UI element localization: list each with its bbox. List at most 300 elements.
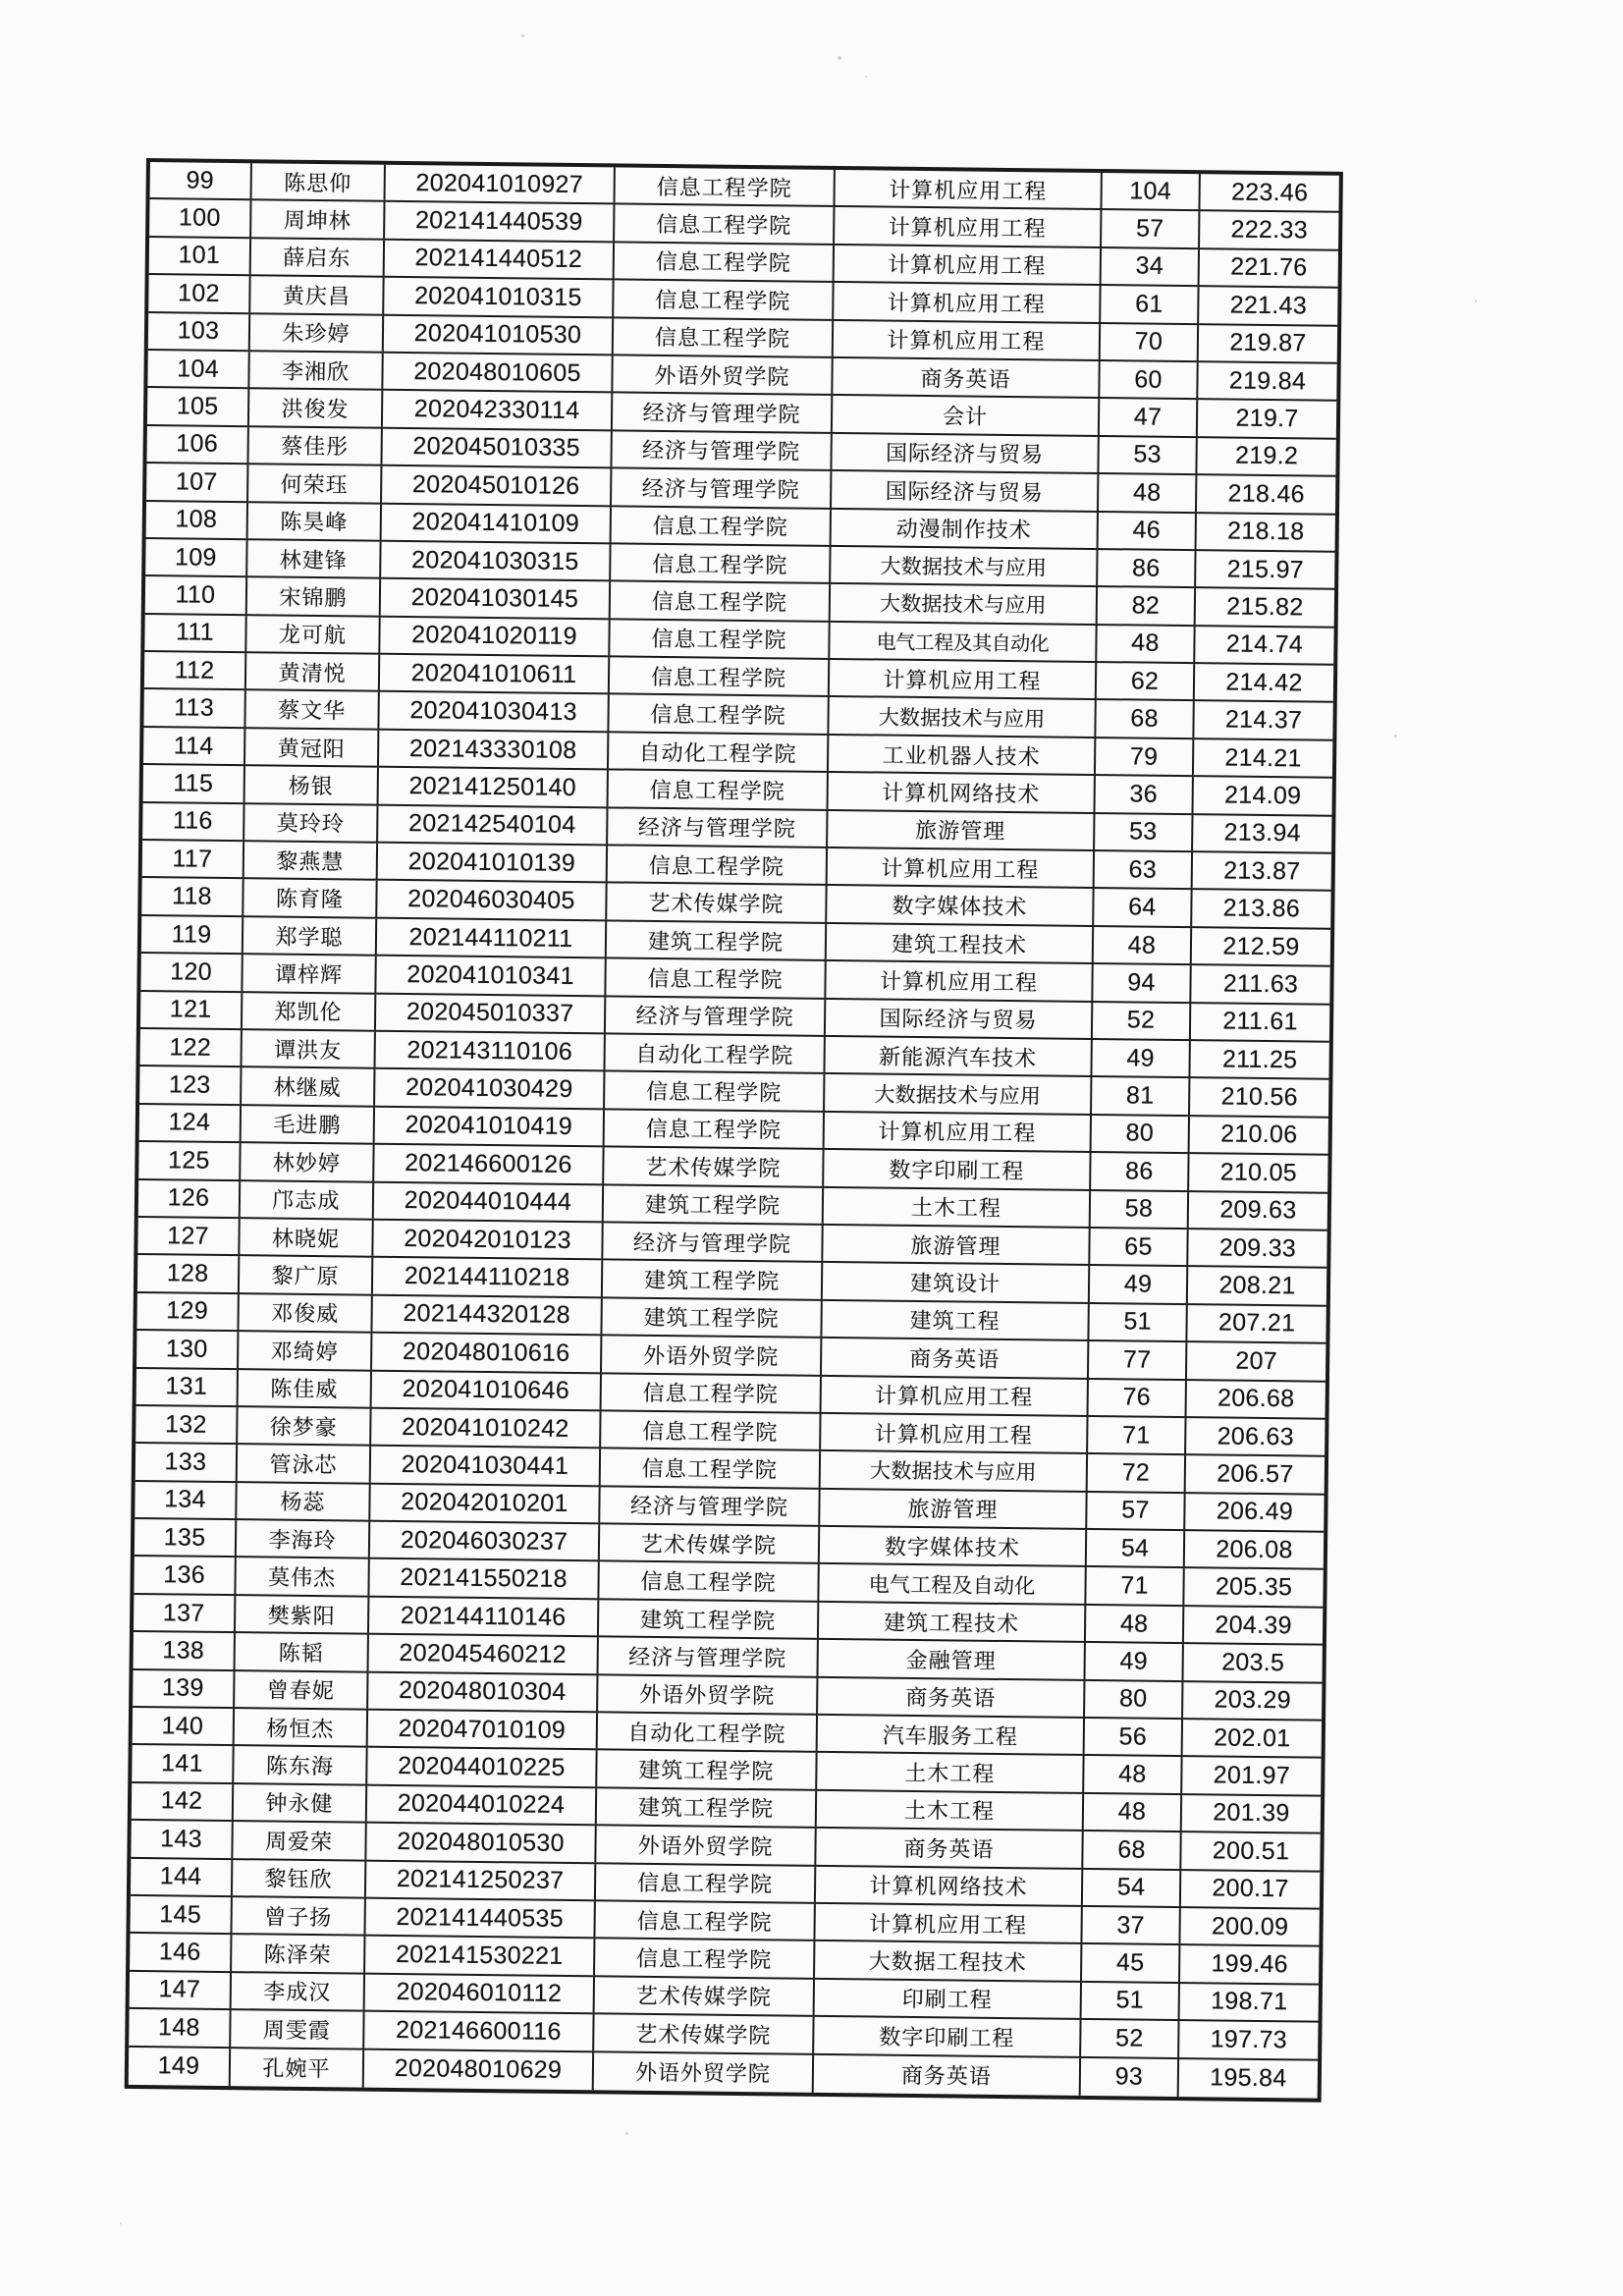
cell-major: 计算机应用工程 bbox=[834, 321, 1101, 359]
cell-college: 信息工程学院 bbox=[610, 657, 830, 695]
cell-rank: 146 bbox=[130, 1934, 232, 1971]
cell-score: 219.7 bbox=[1235, 404, 1299, 433]
cell-college: 艺术传媒学院 bbox=[595, 1977, 815, 2015]
cell-count: 51 bbox=[1089, 1304, 1187, 1341]
cell-score: 219.87 bbox=[1229, 328, 1307, 357]
cell-count: 71 bbox=[1086, 1567, 1184, 1605]
cell-major: 数字印刷工程 bbox=[814, 2017, 1081, 2055]
cell-college: 信息工程学院 bbox=[611, 544, 831, 582]
cell-rank: 124 bbox=[139, 1105, 242, 1142]
cell-name: 蔡文华 bbox=[245, 691, 379, 729]
cell-score: 214.74 bbox=[1225, 629, 1304, 659]
cell-count: 62 bbox=[1097, 663, 1195, 700]
cell-name: 徐梦豪 bbox=[238, 1407, 371, 1445]
cell-name: 陈思仰 bbox=[252, 163, 386, 200]
cell-count: 51 bbox=[1082, 1983, 1180, 2020]
cell-name: 陈佳威 bbox=[239, 1370, 372, 1407]
cell-score: 210.56 bbox=[1220, 1082, 1299, 1112]
cell-rank: 120 bbox=[140, 954, 243, 991]
cell-name: 陈昊峰 bbox=[248, 503, 382, 540]
cell-college: 经济与管理学院 bbox=[600, 1487, 820, 1525]
cell-major: 计算机网络技术 bbox=[816, 1866, 1083, 1904]
cell-score: 214.09 bbox=[1223, 781, 1302, 810]
cell-student-id: 202048010605 bbox=[383, 354, 613, 392]
scan-speck bbox=[120, 2222, 122, 2224]
cell-count: 48 bbox=[1097, 626, 1195, 663]
cell-score: 207.21 bbox=[1217, 1308, 1296, 1338]
cell-count: 82 bbox=[1098, 587, 1196, 625]
cell-student-id: 202041020119 bbox=[380, 617, 610, 655]
cell-name: 邓俊威 bbox=[239, 1294, 372, 1332]
cell-student-id: 202041010927 bbox=[386, 165, 616, 203]
cell-rank: 148 bbox=[129, 2009, 231, 2047]
cell-student-id: 202045010126 bbox=[382, 466, 612, 505]
cell-college: 经济与管理学院 bbox=[612, 469, 832, 508]
cell-score: 218.18 bbox=[1226, 517, 1305, 546]
cell-student-id: 202046030237 bbox=[370, 1522, 600, 1560]
cell-name: 薛启东 bbox=[251, 239, 385, 276]
cell-rank: 142 bbox=[132, 1783, 234, 1821]
cell-score: 198.71 bbox=[1210, 1987, 1288, 2016]
cell-major: 计算机应用工程 bbox=[821, 1414, 1088, 1452]
cell-major: 计算机应用工程 bbox=[815, 1904, 1082, 1942]
cell-name: 黄冠阳 bbox=[245, 729, 379, 766]
cell-name: 莫伟杰 bbox=[236, 1558, 369, 1596]
cell-score: 203.29 bbox=[1214, 1685, 1292, 1715]
cell-student-id: 202041410109 bbox=[382, 504, 612, 542]
cell-student-id: 202041030315 bbox=[381, 542, 611, 580]
cell-student-id: 202143110106 bbox=[376, 1032, 606, 1070]
cell-student-id: 202141440512 bbox=[385, 241, 615, 279]
cell-college: 外语外贸学院 bbox=[596, 1827, 816, 1865]
cell-student-id: 202141530221 bbox=[365, 1937, 595, 1975]
cell-score: 213.86 bbox=[1222, 894, 1301, 923]
scan-speck bbox=[1475, 300, 1477, 302]
cell-rank: 145 bbox=[131, 1896, 233, 1934]
cell-score: 205.35 bbox=[1215, 1572, 1293, 1602]
cell-score: 221.76 bbox=[1230, 253, 1308, 282]
cell-college: 信息工程学院 bbox=[599, 1562, 819, 1601]
cell-count: 48 bbox=[1084, 1756, 1182, 1793]
cell-college: 建筑工程学院 bbox=[603, 1261, 823, 1299]
cell-student-id: 202044010224 bbox=[367, 1785, 597, 1824]
cell-major: 建筑工程技术 bbox=[819, 1603, 1086, 1641]
cell-major: 大数据工程技术 bbox=[815, 1941, 1082, 1980]
cell-score: 206.08 bbox=[1216, 1535, 1293, 1564]
cell-count: 68 bbox=[1096, 700, 1194, 738]
cell-count: 48 bbox=[1086, 1606, 1184, 1643]
cell-major: 电气工程及其自动化 bbox=[830, 623, 1097, 661]
cell-name: 郑凯伦 bbox=[243, 993, 376, 1030]
cell-name: 周爱荣 bbox=[233, 1822, 366, 1859]
cell-rank: 136 bbox=[134, 1557, 236, 1594]
cell-student-id: 202048010616 bbox=[372, 1334, 602, 1372]
cell-major: 金融管理 bbox=[819, 1640, 1086, 1678]
cell-major: 建筑工程技术 bbox=[827, 924, 1094, 962]
cell-rank: 121 bbox=[140, 992, 243, 1029]
cell-student-id: 202041010315 bbox=[384, 278, 614, 316]
cell-rank: 115 bbox=[143, 765, 245, 802]
cell-count: 46 bbox=[1099, 513, 1197, 550]
cell-count: 37 bbox=[1082, 1907, 1180, 1944]
cell-student-id: 202146600126 bbox=[374, 1145, 604, 1183]
cell-score: 214.21 bbox=[1224, 743, 1302, 772]
cell-score: 200.17 bbox=[1212, 1874, 1289, 1903]
cell-student-id: 202041010341 bbox=[376, 957, 606, 995]
cell-rank: 117 bbox=[142, 841, 244, 878]
cell-name: 陈东海 bbox=[234, 1747, 367, 1784]
cell-rank: 119 bbox=[141, 916, 243, 954]
cell-student-id: 202144320128 bbox=[372, 1295, 602, 1334]
cell-name: 蔡佳彤 bbox=[248, 427, 382, 465]
cell-major: 计算机应用工程 bbox=[828, 848, 1095, 887]
cell-name: 钟永健 bbox=[234, 1784, 367, 1822]
cell-name: 樊紫阳 bbox=[236, 1596, 369, 1633]
cell-name: 邝志成 bbox=[241, 1181, 374, 1219]
cell-count: 53 bbox=[1099, 437, 1197, 474]
cell-score: 208.21 bbox=[1218, 1271, 1296, 1300]
cell-college: 建筑工程学院 bbox=[597, 1788, 817, 1827]
cell-college: 经济与管理学院 bbox=[599, 1638, 819, 1676]
cell-count: 79 bbox=[1096, 738, 1194, 776]
cell-score: 206.68 bbox=[1217, 1384, 1295, 1413]
cell-name: 龙可航 bbox=[246, 616, 380, 653]
cell-major: 计算机应用工程 bbox=[826, 961, 1093, 1000]
cell-rank: 126 bbox=[138, 1180, 241, 1218]
cell-rank: 140 bbox=[133, 1708, 235, 1745]
cell-college: 经济与管理学院 bbox=[613, 394, 833, 432]
cell-college: 信息工程学院 bbox=[596, 1864, 816, 1902]
cell-major: 国际经济与贸易 bbox=[826, 1000, 1093, 1038]
cell-score: 206.63 bbox=[1217, 1422, 1295, 1450]
cell-college: 外语外贸学院 bbox=[602, 1336, 822, 1374]
cell-major: 旅游管理 bbox=[828, 811, 1095, 849]
cell-student-id: 202041010611 bbox=[380, 655, 610, 693]
cell-student-id: 202041030145 bbox=[381, 579, 611, 618]
cell-rank: 144 bbox=[131, 1859, 233, 1896]
cell-count: 49 bbox=[1085, 1643, 1183, 1680]
cell-name: 宋锦鹏 bbox=[247, 577, 381, 615]
cell-major: 土木工程 bbox=[824, 1187, 1091, 1226]
cell-rank: 132 bbox=[135, 1406, 238, 1444]
cell-college: 艺术传媒学院 bbox=[607, 884, 827, 922]
cell-rank: 129 bbox=[136, 1293, 239, 1331]
cell-rank: 133 bbox=[135, 1444, 238, 1481]
cell-college: 信息工程学院 bbox=[609, 695, 829, 734]
cell-name: 黎燕慧 bbox=[244, 842, 378, 879]
cell-student-id: 202042010123 bbox=[373, 1221, 603, 1259]
cell-count: 81 bbox=[1092, 1077, 1190, 1115]
cell-major: 商务英语 bbox=[816, 1829, 1083, 1867]
cell-major: 印刷工程 bbox=[815, 1980, 1082, 2018]
cell-student-id: 202144110218 bbox=[373, 1258, 603, 1296]
cell-student-id: 202144110146 bbox=[369, 1598, 599, 1636]
cell-score: 211.61 bbox=[1222, 1007, 1298, 1036]
cell-college: 自动化工程学院 bbox=[609, 733, 829, 771]
cell-student-id: 202141550218 bbox=[369, 1559, 599, 1598]
cell-rank: 112 bbox=[144, 652, 246, 689]
cell-count: 47 bbox=[1100, 399, 1198, 436]
cell-score: 221.43 bbox=[1229, 291, 1308, 320]
cell-rank: 101 bbox=[149, 238, 251, 275]
cell-count: 71 bbox=[1088, 1417, 1186, 1454]
cell-major: 土木工程 bbox=[817, 1753, 1084, 1791]
cell-rank: 104 bbox=[147, 351, 249, 388]
cell-count: 56 bbox=[1085, 1719, 1183, 1756]
cell-major: 国际经济与贸易 bbox=[832, 471, 1099, 510]
cell-college: 信息工程学院 bbox=[601, 1411, 821, 1449]
cell-count: 60 bbox=[1100, 361, 1198, 399]
cell-name: 谭洪友 bbox=[243, 1030, 376, 1067]
cell-score: 222.33 bbox=[1230, 215, 1309, 245]
cell-count: 48 bbox=[1084, 1794, 1182, 1831]
cell-rank: 128 bbox=[137, 1255, 240, 1292]
cell-name: 曾春妮 bbox=[235, 1671, 368, 1709]
cell-major: 旅游管理 bbox=[823, 1226, 1090, 1264]
cell-college: 建筑工程学院 bbox=[607, 921, 827, 959]
cell-student-id: 202048010629 bbox=[364, 2050, 594, 2090]
cell-rank: 149 bbox=[129, 2047, 231, 2086]
cell-major: 计算机应用工程 bbox=[822, 1376, 1089, 1414]
cell-major: 商务英语 bbox=[814, 2054, 1081, 2095]
cell-name: 李海玲 bbox=[237, 1520, 370, 1558]
cell-major: 商务英语 bbox=[822, 1339, 1089, 1377]
cell-score: 200.09 bbox=[1211, 1912, 1289, 1941]
cell-college: 信息工程学院 bbox=[595, 1940, 815, 1978]
cell-student-id: 202041010242 bbox=[371, 1409, 601, 1448]
cell-rank: 116 bbox=[142, 803, 244, 841]
cell-college: 信息工程学院 bbox=[595, 1901, 815, 1940]
cell-college: 信息工程学院 bbox=[605, 1110, 825, 1148]
cell-rank: 122 bbox=[140, 1029, 243, 1066]
cell-score: 210.05 bbox=[1219, 1158, 1298, 1187]
cell-major: 商务英语 bbox=[833, 358, 1100, 397]
cell-rank: 134 bbox=[135, 1482, 237, 1519]
cell-rank: 108 bbox=[146, 502, 248, 539]
cell-college: 信息工程学院 bbox=[615, 243, 835, 281]
cell-rank: 114 bbox=[143, 728, 245, 765]
cell-count: 53 bbox=[1095, 814, 1193, 851]
cell-student-id: 202144110211 bbox=[377, 919, 607, 957]
cell-college: 建筑工程学院 bbox=[597, 1751, 817, 1789]
cell-count: 65 bbox=[1090, 1229, 1188, 1266]
cell-score: 206.57 bbox=[1217, 1459, 1294, 1489]
cell-rank: 107 bbox=[146, 464, 248, 501]
cell-rank: 137 bbox=[134, 1595, 236, 1632]
cell-college: 自动化工程学院 bbox=[605, 1034, 825, 1072]
cell-name: 周坤林 bbox=[251, 201, 385, 239]
cell-count: 54 bbox=[1083, 1870, 1181, 1907]
cell-student-id: 202045010337 bbox=[376, 994, 606, 1032]
cell-college: 经济与管理学院 bbox=[608, 808, 828, 847]
cell-score: 209.63 bbox=[1219, 1195, 1297, 1225]
cell-college: 建筑工程学院 bbox=[602, 1298, 822, 1337]
cell-rank: 105 bbox=[147, 388, 249, 425]
cell-student-id: 202142540104 bbox=[378, 805, 608, 844]
cell-major: 计算机应用工程 bbox=[835, 207, 1102, 246]
cell-student-id: 202146600116 bbox=[364, 2012, 594, 2050]
cell-college: 艺术传媒学院 bbox=[600, 1524, 820, 1562]
scan-speck bbox=[625, 2132, 628, 2135]
cell-score: 219.84 bbox=[1228, 366, 1307, 396]
cell-score: 202.01 bbox=[1214, 1723, 1291, 1753]
cell-college: 信息工程学院 bbox=[610, 620, 830, 658]
cell-score: 201.97 bbox=[1213, 1761, 1291, 1790]
cell-college: 信息工程学院 bbox=[612, 507, 832, 545]
cell-major: 电气工程及自动化 bbox=[819, 1564, 1086, 1603]
cell-count: 93 bbox=[1081, 2057, 1179, 2097]
scan-speck bbox=[1394, 735, 1397, 738]
cell-major: 计算机应用工程 bbox=[825, 1113, 1092, 1151]
cell-student-id: 202041030413 bbox=[379, 692, 609, 731]
cell-count: 72 bbox=[1088, 1454, 1186, 1492]
cell-college: 信息工程学院 bbox=[601, 1449, 821, 1488]
cell-major: 商务英语 bbox=[818, 1677, 1085, 1716]
cell-college: 信息工程学院 bbox=[606, 959, 826, 998]
cell-rank: 113 bbox=[143, 689, 245, 727]
cell-name: 黄清悦 bbox=[246, 653, 380, 690]
cell-score: 195.84 bbox=[1210, 2063, 1287, 2093]
cell-student-id: 202041010139 bbox=[378, 844, 608, 882]
cell-student-id: 202042010201 bbox=[370, 1484, 600, 1522]
cell-count: 80 bbox=[1085, 1681, 1183, 1719]
cell-rank: 143 bbox=[131, 1821, 233, 1858]
cell-college: 外语外贸学院 bbox=[594, 2052, 814, 2093]
cell-student-id: 202046030405 bbox=[377, 881, 607, 919]
cell-name: 杨银 bbox=[245, 766, 379, 803]
cell-count: 86 bbox=[1098, 550, 1196, 587]
cell-student-id: 202042330114 bbox=[383, 391, 613, 429]
cell-rank: 118 bbox=[141, 878, 243, 915]
cell-count: 54 bbox=[1087, 1530, 1185, 1567]
cell-college: 信息工程学院 bbox=[611, 582, 831, 621]
cell-student-id: 202045460212 bbox=[369, 1635, 599, 1673]
cell-major: 计算机应用工程 bbox=[835, 170, 1102, 208]
cell-major: 大数据技术与应用 bbox=[831, 547, 1098, 585]
cell-score: 207 bbox=[1235, 1346, 1278, 1375]
cell-name: 周雯霞 bbox=[231, 2010, 364, 2048]
cell-count: 49 bbox=[1092, 1040, 1190, 1077]
cell-score: 197.73 bbox=[1210, 2025, 1288, 2054]
cell-score: 218.46 bbox=[1227, 479, 1305, 509]
cell-major: 计算机应用工程 bbox=[834, 283, 1101, 321]
cell-count: 94 bbox=[1093, 964, 1191, 1002]
cell-score: 215.97 bbox=[1226, 555, 1305, 583]
cell-major: 汽车服务工程 bbox=[818, 1716, 1085, 1754]
cell-name: 杨恒杰 bbox=[235, 1709, 368, 1746]
cell-student-id: 202041010530 bbox=[384, 315, 614, 354]
cell-name: 谭梓辉 bbox=[243, 955, 376, 992]
cell-name: 黄庆昌 bbox=[250, 276, 384, 313]
cell-count: 52 bbox=[1093, 1003, 1191, 1040]
cell-score: 212.59 bbox=[1222, 931, 1300, 960]
cell-major: 建筑设计 bbox=[823, 1263, 1090, 1301]
cell-major: 数字媒体技术 bbox=[827, 886, 1094, 924]
cell-student-id: 202044010444 bbox=[374, 1182, 604, 1221]
cell-college: 建筑工程学院 bbox=[599, 1600, 819, 1638]
cell-name: 林继威 bbox=[242, 1068, 375, 1106]
cell-rank: 125 bbox=[138, 1142, 241, 1179]
cell-name: 林妙婷 bbox=[241, 1143, 374, 1180]
cell-count: 45 bbox=[1082, 1944, 1180, 1982]
cell-major: 旅游管理 bbox=[820, 1490, 1087, 1528]
cell-rank: 100 bbox=[149, 199, 251, 237]
cell-name: 陈育隆 bbox=[243, 880, 377, 917]
cell-student-id: 202048010530 bbox=[366, 1824, 596, 1862]
cell-count: 86 bbox=[1091, 1153, 1189, 1190]
cell-name: 李成汉 bbox=[232, 1973, 365, 2010]
cell-college: 艺术传媒学院 bbox=[604, 1148, 824, 1186]
cell-score: 223.46 bbox=[1230, 178, 1309, 207]
cell-major: 大数据技术与应用 bbox=[829, 697, 1096, 736]
cell-student-id: 202143330108 bbox=[379, 731, 609, 769]
cell-student-id: 202041030429 bbox=[375, 1069, 605, 1108]
cell-major: 计算机应用工程 bbox=[830, 660, 1097, 698]
cell-score: 201.39 bbox=[1213, 1798, 1290, 1828]
cell-count: 36 bbox=[1096, 776, 1194, 813]
cell-count: 76 bbox=[1089, 1379, 1187, 1416]
cell-name: 洪俊发 bbox=[249, 390, 383, 427]
cell-rank: 109 bbox=[145, 539, 247, 576]
cell-major: 数字媒体技术 bbox=[820, 1527, 1087, 1565]
cell-college: 建筑工程学院 bbox=[604, 1185, 824, 1224]
cell-major: 大数据技术与应用 bbox=[831, 584, 1098, 623]
cell-student-id: 202041010646 bbox=[372, 1371, 602, 1409]
cell-major: 国际经济与贸易 bbox=[832, 434, 1099, 472]
cell-major: 工业机器人技术 bbox=[829, 736, 1096, 774]
cell-name: 郑学聪 bbox=[243, 917, 377, 955]
cell-rank: 138 bbox=[134, 1632, 236, 1669]
cell-college: 自动化工程学院 bbox=[598, 1713, 818, 1751]
cell-rank: 123 bbox=[139, 1066, 242, 1104]
cell-score: 209.33 bbox=[1218, 1233, 1297, 1262]
cell-major: 土木工程 bbox=[817, 1791, 1084, 1830]
cell-score: 214.42 bbox=[1225, 668, 1303, 697]
cell-count: 68 bbox=[1083, 1831, 1181, 1869]
cell-college: 艺术传媒学院 bbox=[594, 2014, 814, 2052]
cell-name: 李湘欣 bbox=[249, 352, 383, 389]
cell-student-id: 202041030441 bbox=[371, 1447, 601, 1485]
scan-speck bbox=[521, 34, 524, 37]
cell-college: 信息工程学院 bbox=[609, 771, 829, 809]
cell-rank: 110 bbox=[145, 576, 247, 614]
cell-major: 大数据技术与应用 bbox=[825, 1074, 1092, 1113]
cell-count: 80 bbox=[1092, 1116, 1190, 1153]
cell-major: 建筑工程 bbox=[822, 1301, 1089, 1339]
cell-student-id: 202141440535 bbox=[365, 1899, 595, 1938]
cell-name: 朱珍婷 bbox=[250, 314, 384, 352]
cell-rank: 102 bbox=[148, 275, 250, 312]
cell-count: 52 bbox=[1081, 2020, 1179, 2057]
cell-name: 陈泽荣 bbox=[232, 1935, 365, 1972]
cell-student-id: 202048010304 bbox=[368, 1672, 598, 1711]
cell-name: 毛进鹏 bbox=[242, 1106, 375, 1143]
scan-speck bbox=[865, 76, 867, 78]
cell-count: 57 bbox=[1102, 210, 1200, 247]
cell-major: 计算机应用工程 bbox=[835, 246, 1102, 284]
cell-name: 孔婉平 bbox=[231, 2049, 364, 2088]
cell-score: 211.25 bbox=[1221, 1045, 1298, 1074]
cell-rank: 135 bbox=[135, 1519, 237, 1557]
cell-college: 信息工程学院 bbox=[614, 318, 834, 356]
scan-speck bbox=[838, 56, 841, 60]
cell-name: 林晓妮 bbox=[240, 1219, 373, 1256]
cell-college: 外语外贸学院 bbox=[598, 1675, 818, 1714]
cell-student-id: 202044010225 bbox=[367, 1748, 597, 1786]
cell-score: 204.39 bbox=[1215, 1610, 1292, 1639]
cell-count: 77 bbox=[1089, 1341, 1187, 1379]
cell-score: 211.63 bbox=[1222, 969, 1299, 999]
